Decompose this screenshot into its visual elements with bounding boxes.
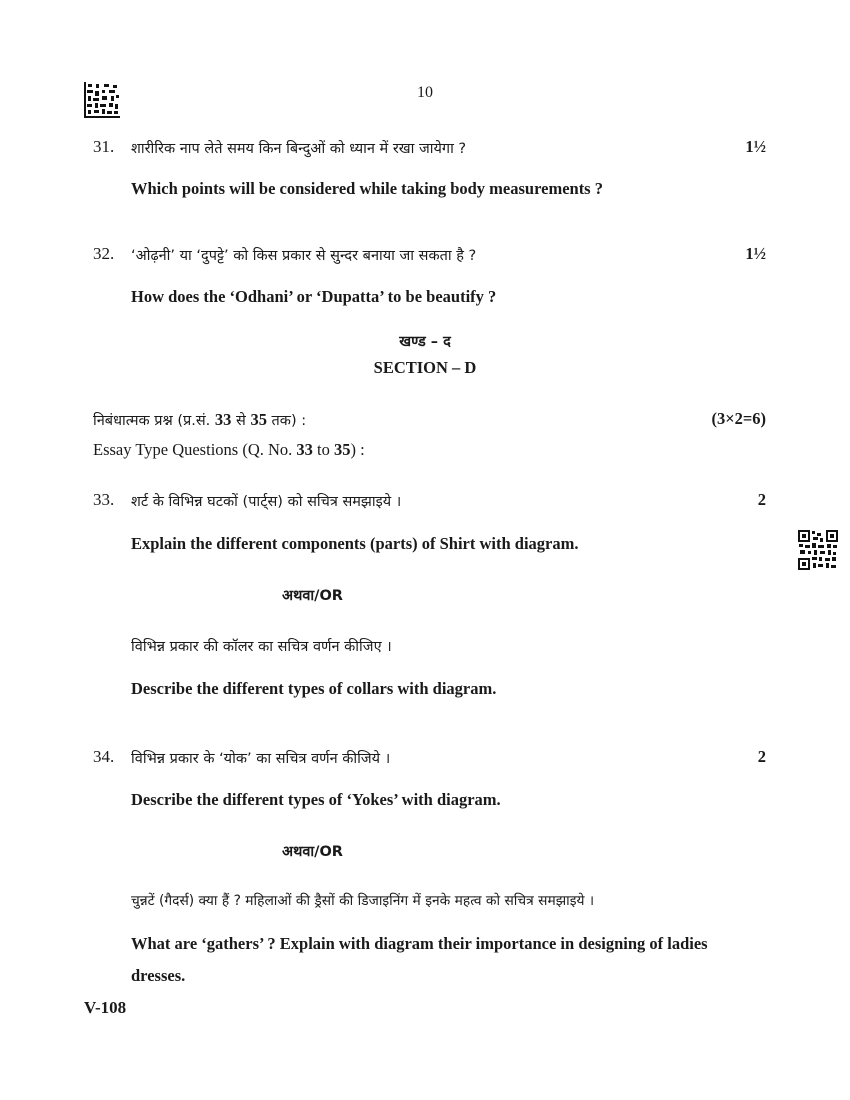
question-31-number: 31. (93, 137, 115, 156)
question-31-english: Which points will be considered while taking body measurements ? (131, 179, 603, 198)
question-33-number: 33. (93, 490, 115, 509)
question-33-alt-english: Describe the different types of collars with diagram. (131, 679, 497, 698)
page-number: 10 (417, 84, 433, 101)
question-34-or-label: अथवा/OR (282, 844, 343, 860)
question-32-marks: 1½ (745, 244, 766, 263)
question-33-hindi: शर्ट के विभिन्न घटकों (पार्ट्स) को सचित्र समझाइये । (131, 494, 402, 510)
question-34-marks: 2 (757, 747, 766, 766)
question-32-hindi: ‘ओढ़नी’ या ‘दुपट्टे’ को किस प्रकार से सुन्दर बनाया जा सकता है ? (131, 248, 477, 264)
qr-code-image (798, 530, 838, 570)
section-instruction-hindi: निबंधात्मक प्रश्न (प्र.सं. 33 से 35 तक) : (93, 410, 307, 429)
question-34-english: Describe the different types of ‘Yokes’ with diagram. (131, 790, 501, 809)
question-34-hindi: विभिन्न प्रकार के ‘योक’ का सचित्र वर्णन कीजिये । (131, 751, 391, 767)
question-32-english: How does the ‘Odhani’ or ‘Dupatta’ to be beautify ? (131, 287, 497, 306)
paper-code: V-108 (84, 998, 127, 1017)
section-instruction-english: Essay Type Questions (Q. No. 33 to 35) : (93, 440, 365, 459)
question-33-marks: 2 (757, 490, 766, 509)
question-32-number: 32. (93, 244, 115, 263)
question-34-number: 34. (93, 747, 115, 766)
section-english-title: SECTION – D (373, 358, 477, 377)
question-33-or-label: अथवा/OR (282, 588, 343, 604)
qr-code-graphic (798, 530, 838, 570)
question-34-alt-english-line1: What are ‘gathers’ ? Explain with diagram their importance in designing of ladies (131, 934, 708, 953)
question-33-english: Explain the different components (parts) of Shirt with diagram. (131, 534, 579, 553)
question-34-alt-hindi: चुन्नटें (गैदर्स) क्या हैं ? महिलाओं की ड्रैसों की डिजाइनिंग में इनके महत्व को सचित्र समझाइये । (131, 893, 595, 909)
question-31-marks: 1½ (745, 137, 766, 156)
question-34-alt-english-line2: dresses. (131, 966, 186, 985)
section-marks-formula: (3×2=6) (711, 409, 766, 428)
question-31-hindi: शारीरिक नाप लेते समय किन बिन्दुओं को ध्यान में रखा जायेगा ? (131, 141, 467, 157)
section-hindi-title: खण्ड – द (399, 334, 451, 350)
question-33-alt-hindi: विभिन्न प्रकार की कॉलर का सचित्र वर्णन कीजिए । (131, 639, 392, 655)
